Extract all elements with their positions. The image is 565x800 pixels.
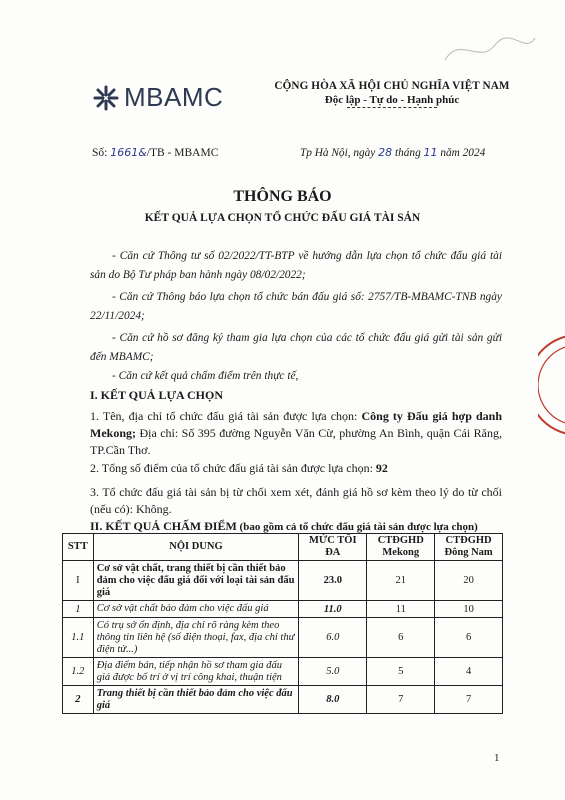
section-2-note: (bao gồm cả tổ chức đấu giá tài sản được lựa chọn) [236, 521, 478, 533]
cell-content: Địa điểm bán, tiếp nhận hồ sơ tham gia đấu giá được bố trí ở vị trí công khai, thuận tiện [93, 658, 299, 686]
cell-max: 6.0 [299, 618, 367, 658]
page-number: 1 [494, 752, 500, 764]
docno-suffix: /TB - MBAMC [146, 147, 219, 159]
basis-item: - Căn cứ hồ sơ đăng ký tham gia lựa chọn của các tổ chức đấu giá gửi tài sản gửi đến MBAMC; [90, 332, 502, 363]
cell-stt: 2 [63, 686, 94, 714]
section-2-heading [90, 519, 478, 534]
section-1-heading: I. KẾT QUẢ LỰA CHỌN [90, 388, 224, 402]
cell-stt: 1.1 [63, 618, 94, 658]
section-1-item-2 [90, 460, 502, 477]
section-1-item-3: 3. Tổ chức đấu giá tài sản bị từ chối xem xét, đánh giá hồ sơ kèm theo lý do từ chối (nếu có): Không. [90, 485, 502, 516]
red-seal-stamp [538, 330, 565, 440]
document-number [92, 146, 218, 159]
scoring-table [62, 533, 503, 714]
table-header-row [63, 534, 503, 561]
item1-label: 1. Tên, địa chỉ tổ chức đấu giá tài sản được lựa chọn: [90, 409, 362, 423]
document-title: THÔNG BÁO [233, 188, 332, 205]
cell-dong-nam: 4 [435, 658, 503, 686]
table-row [63, 686, 503, 714]
cell-mekong: 5 [367, 658, 435, 686]
item1-company: Công ty Đấu giá hợp danh Mekong; [90, 409, 502, 440]
national-heading [272, 80, 512, 108]
cell-mekong: 7 [367, 686, 435, 714]
mbamc-star-icon [92, 84, 120, 112]
table-row [63, 658, 503, 686]
cell-max: 23.0 [299, 561, 367, 601]
cell-content: Cơ sở vật chất, trang thiết bị cần thiết bảo đảm cho việc đấu giá đối với loại tài sản đấu giá [93, 561, 299, 601]
date-month: 11 [423, 146, 438, 159]
cell-stt: I [63, 561, 94, 601]
docno-handwritten: 1661& [110, 146, 147, 159]
basis-item: - Căn cứ Thông báo lựa chọn tổ chức bán đấu giá số: 2757/TB-MBAMC-TNB ngày 22/11/2024; [90, 291, 502, 322]
header-mekong: CTĐGHD Mekong [367, 534, 435, 561]
cell-dong-nam: 7 [435, 686, 503, 714]
docno-prefix: Số: [92, 147, 108, 159]
cell-max: 8.0 [299, 686, 367, 714]
date-mid: tháng [394, 147, 421, 159]
date-suffix: năm 2024 [440, 147, 486, 159]
cell-stt: 1.2 [63, 658, 94, 686]
cell-content: Cơ sở vật chất bảo đảm cho việc đấu giá [93, 601, 299, 618]
date-prefix: Tp Hà Nội, ngày [300, 147, 376, 159]
table-row [63, 618, 503, 658]
header-dong-nam: CTĐGHD Đông Nam [435, 534, 503, 561]
cell-mekong: 11 [367, 601, 435, 618]
section-1-item-1 [90, 408, 502, 459]
document-subtitle: KẾT QUẢ LỰA CHỌN TỔ CHỨC ĐẤU GIÁ TÀI SẢN [144, 212, 421, 224]
logo-text: MBAMC [124, 82, 224, 112]
company-logo [92, 82, 223, 113]
handwritten-scribble [440, 30, 540, 70]
header-stt: STT [63, 534, 94, 561]
national-title: CỘNG HÒA XÃ HỘI CHỦ NGHĨA VIỆT NAM [274, 80, 510, 92]
basis-item: - Căn cứ Thông tư số 02/2022/TT-BTP về hướng dẫn lựa chọn tổ chức đấu giá tài sản do Bộ Tư pháp ban hành ngày 08/02/2022; [90, 250, 502, 281]
section-2-title: II. KẾT QUẢ CHẤM ĐIỂM [90, 519, 237, 533]
item1-address: Địa chỉ: Số 395 đường Nguyễn Văn Cừ, phường An Bình, quận Cái Răng, TP.Cần Thơ. [90, 426, 502, 457]
table-row [63, 561, 503, 601]
cell-max: 11.0 [299, 601, 367, 618]
basis-item: - Căn cứ kết quả chấm điểm trên thực tế, [112, 370, 299, 382]
cell-content: Có trụ sở ổn định, địa chỉ rõ ràng kèm theo thông tin liên hệ (số điện thoại, fax, địa chỉ thư điện tử...) [93, 618, 299, 658]
cell-mekong: 6 [367, 618, 435, 658]
cell-dong-nam: 6 [435, 618, 503, 658]
cell-content: Trang thiết bị cần thiết bảo đảm cho việc đấu giá [93, 686, 299, 714]
cell-max: 5.0 [299, 658, 367, 686]
cell-dong-nam: 20 [435, 561, 503, 601]
table-row [63, 601, 503, 618]
header-max: MỨC TỐI ĐA [299, 534, 367, 561]
document-date [300, 146, 485, 159]
date-day: 28 [378, 146, 393, 159]
cell-dong-nam: 10 [435, 601, 503, 618]
cell-mekong: 21 [367, 561, 435, 601]
cell-stt: 1 [63, 601, 94, 618]
legal-basis [90, 247, 502, 386]
motto-underline [347, 107, 437, 108]
item2-score: 92 [375, 461, 388, 475]
item2-label: 2. Tổng số điểm của tổ chức đấu giá tài sản được lựa chọn: [90, 461, 376, 475]
national-motto: Độc lập - Tự do - Hạnh phúc [324, 94, 460, 106]
header-content: NỘI DUNG [93, 534, 299, 561]
